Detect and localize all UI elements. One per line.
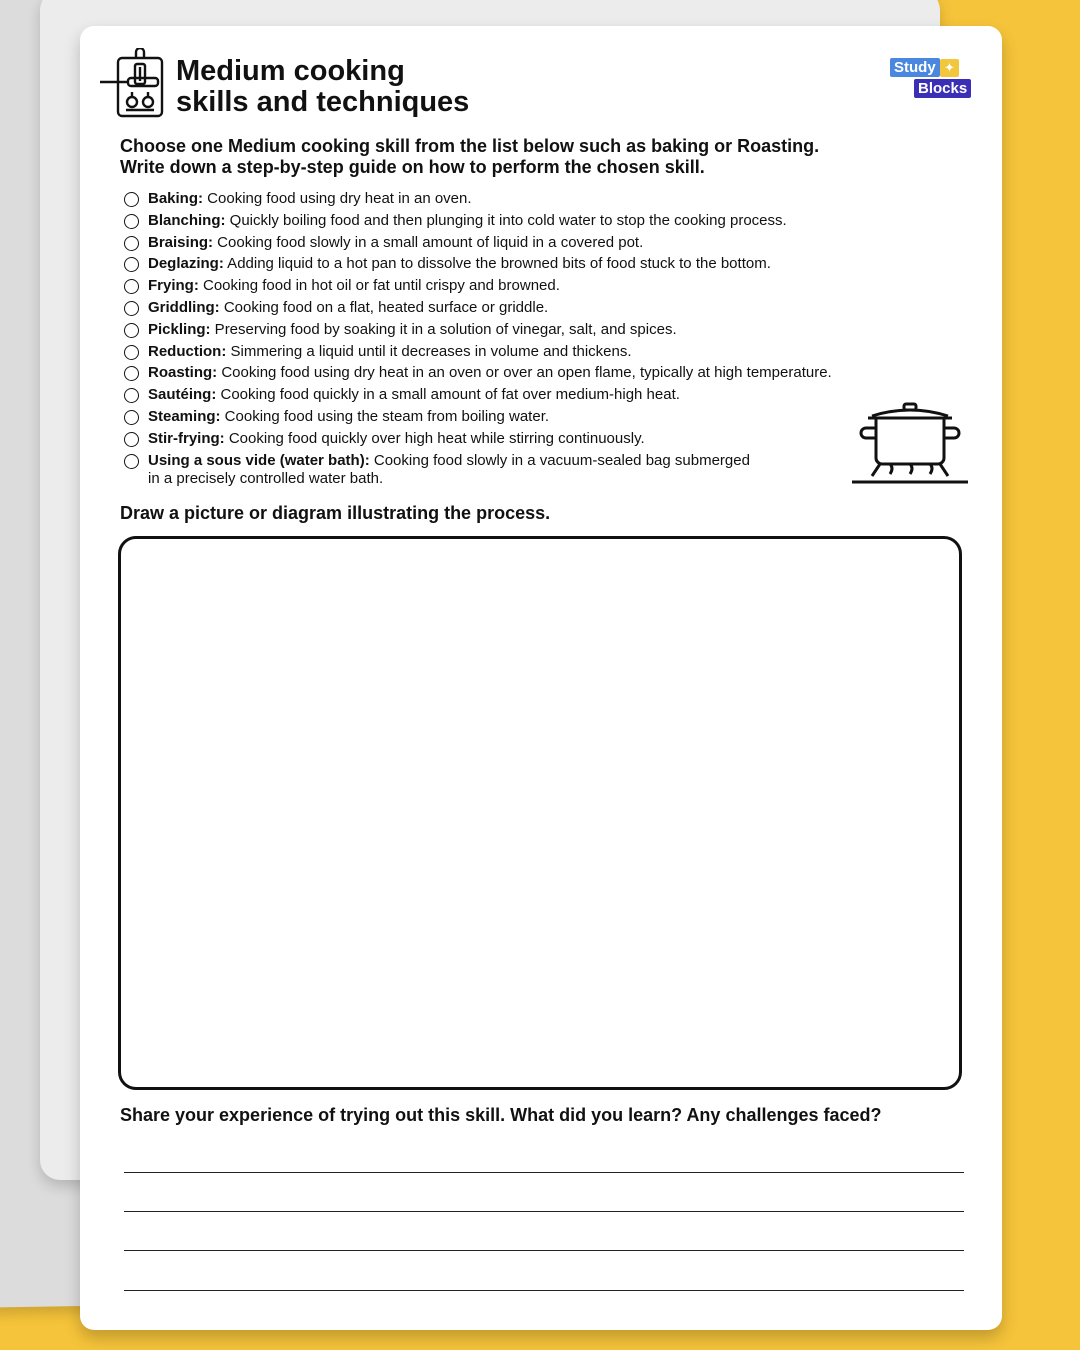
skill-description: Cooking food quickly in a small amount of fat over medium-high heat. (216, 386, 680, 404)
radio-button[interactable] (124, 236, 139, 251)
skill-description: Cooking food quickly over high heat while stirring continuously. (224, 429, 645, 447)
skill-term: Using a sous vide (water bath): (148, 451, 370, 469)
skill-option-blanching[interactable] (124, 212, 944, 234)
radio-button[interactable] (124, 323, 139, 338)
draw-prompt: Draw a picture or diagram illustrating the process. (120, 503, 551, 523)
skill-term: Deglazing: (148, 255, 224, 273)
skill-term: Steaming: (148, 407, 221, 425)
skill-description: Cooking food using dry heat in an oven or over an open flame, typically at high temperature. (217, 364, 832, 382)
worksheet-page (80, 26, 1002, 1330)
skill-description: Cooking food on a flat, heated surface or griddle. (219, 298, 549, 316)
skill-term: Griddling: (148, 298, 220, 316)
writing-line[interactable] (124, 1290, 964, 1291)
skill-option-deglazing[interactable] (124, 255, 944, 277)
skill-option-sous-vide[interactable] (124, 452, 944, 488)
skill-option-pickling[interactable] (124, 321, 944, 343)
radio-button[interactable] (124, 388, 139, 403)
skill-term: Blanching: (148, 211, 226, 229)
skill-description: Adding liquid to a hot pan to dissolve the browned bits of food stuck to the bottom. (223, 255, 771, 273)
skill-description: Cooking food using the steam from boiling water. (220, 407, 550, 425)
kitchen-tools-icon (98, 48, 166, 120)
skill-term: Reduction: (148, 342, 227, 360)
title-line-1: Medium cooking (176, 55, 405, 87)
radio-button[interactable] (124, 366, 139, 381)
skill-term: Braising: (148, 233, 214, 251)
logo-study-text: Study (890, 58, 940, 77)
instruction-line-2: Write down a step-by-step guide on how to perform the chosen skill. (120, 157, 705, 177)
instructions (120, 136, 940, 178)
writing-line[interactable] (124, 1250, 964, 1251)
skill-option-frying[interactable] (124, 277, 944, 299)
skill-option-baking[interactable] (124, 190, 944, 212)
drawing-area[interactable] (118, 536, 962, 1090)
radio-button[interactable] (124, 257, 139, 272)
skill-description: Preserving food by soaking it in a solution of vinegar, salt, and spices. (210, 320, 677, 338)
cooking-pot-on-stove-icon (850, 402, 970, 488)
share-prompt: Share your experience of trying out this skill. What did you learn? Any challenges faced? (120, 1105, 882, 1125)
radio-button[interactable] (124, 214, 139, 229)
radio-button[interactable] (124, 301, 139, 316)
radio-button[interactable] (124, 432, 139, 447)
sparkle-icon: ✦ (940, 59, 959, 77)
study-blocks-logo (890, 58, 972, 98)
logo-blocks-text: Blocks (914, 79, 971, 98)
skill-description: Cooking food in hot oil or fat until crispy and browned. (198, 277, 560, 295)
radio-button[interactable] (124, 410, 139, 425)
writing-line[interactable] (124, 1211, 964, 1212)
radio-button[interactable] (124, 454, 139, 469)
skill-option-stir-frying[interactable] (124, 430, 944, 452)
skill-term: Sautéing: (148, 386, 217, 404)
skill-option-griddling[interactable] (124, 299, 944, 321)
skill-term: Pickling: (148, 320, 211, 338)
page-title (176, 56, 469, 118)
skill-option-braising[interactable] (124, 234, 944, 256)
skill-term: Stir-frying: (148, 429, 225, 447)
skill-description: Simmering a liquid until it decreases in volume and thickens. (226, 342, 632, 360)
instruction-line-1: Choose one Medium cooking skill from the list below such as baking or Roasting. (120, 136, 820, 156)
skill-term: Frying: (148, 277, 199, 295)
skill-description: Cooking food using dry heat in an oven. (203, 190, 472, 207)
skill-option-reduction[interactable] (124, 343, 944, 365)
skill-term: Roasting: (148, 364, 218, 382)
skill-description: Quickly boiling food and then plunging it into cold water to stop the cooking process. (225, 211, 787, 229)
skill-option-sauteing[interactable] (124, 386, 944, 408)
skill-option-roasting[interactable] (124, 364, 944, 386)
skill-description: Cooking food slowly in a small amount of liquid in a covered pot. (213, 233, 644, 251)
radio-button[interactable] (124, 345, 139, 360)
skill-description-continued: in a precisely controlled water bath. (148, 469, 384, 487)
radio-button[interactable] (124, 279, 139, 294)
skills-list (124, 190, 944, 488)
skill-option-steaming[interactable] (124, 408, 944, 430)
skill-description: Cooking food slowly in a vacuum-sealed bag submerged (369, 451, 750, 469)
writing-line[interactable] (124, 1172, 964, 1173)
radio-button[interactable] (124, 192, 139, 207)
skill-term: Baking: (148, 190, 204, 207)
title-line-2: skills and techniques (176, 86, 470, 118)
